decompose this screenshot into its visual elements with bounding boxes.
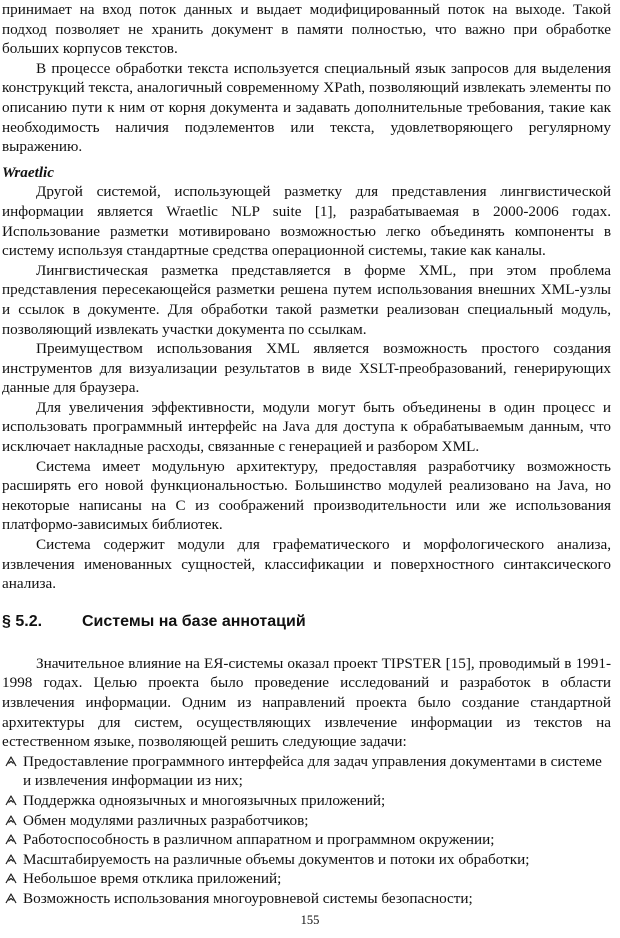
open-triangle-arrow-icon [5, 814, 17, 826]
list-item-text: Обмен модулями различных разработчиков; [23, 811, 309, 829]
list-item [2, 850, 611, 870]
open-triangle-arrow-icon [5, 833, 17, 845]
section-title: Системы на базе аннотаций [82, 612, 306, 630]
list-item-text: Масштабируемость на различные объемы документов и потоки их обработки; [23, 850, 530, 868]
wraetlic-paragraph: Другой системой, использующей разметку для представления лингвистической информации является Wraetlic NLP suite [1], разрабатываемая в 2000-2006 годах. Использование разметки мотивировано возможностью легко объединять компоненты в систему используя стандартные средства операционной системы, такие как каналы. [2, 183, 611, 260]
list-item-text: Возможность использования многоуровневой системы безопасности; [23, 889, 473, 907]
task-list [2, 752, 611, 909]
page-content [2, 0, 611, 909]
list-item-text: Небольшое время отклика приложений; [23, 870, 282, 888]
list-item [2, 889, 611, 909]
wraetlic-paragraph: Лингвистическая разметка представляется в форме XML, при этом проблема представления пересекающейся разметки решена путем использования внешних XML-узлы и ссылок в документе. Для обработки такой разметки реализован специальный модуль, позволяющий извлекать участки документа по ссылкам. [2, 261, 611, 338]
wraetlic-paragraph: Система имеет модульную архитектуру, предоставляя разработчику возможность расширять его новой функциональностью. Большинство модулей реализовано на Java, но некоторые написаны на C из соображений производительности или же использования платформо-зависимых библиотек. [2, 457, 611, 534]
intro-paragraph: принимает на вход поток данных и выдает модифицированный поток на выходе. Такой подход позволяет не хранить документ в памяти полностью, что важно при обработке больших корпусов текстов. [2, 1, 611, 58]
intro-paragraphs [2, 0, 611, 157]
list-item-text: Предоставление программного интерфейса для задач управления документами в системе и извлечения информации из них; [23, 752, 602, 790]
open-triangle-arrow-icon [5, 872, 17, 884]
list-item-text: Работоспособность в различном аппаратном и программном окружении; [23, 831, 495, 849]
wraetlic-paragraph: Преимуществом использования XML является возможность простого создания инструментов для визуализации результатов в виде XSLT-преобразований, генерирующих данные для браузера. [2, 340, 611, 397]
open-triangle-arrow-icon [5, 853, 17, 865]
intro-paragraph: В процессе обработки текста используется специальный язык запросов для выделения конструкций текста, аналогичный современному XPath, позволяющий извлекать элементы по описанию пути к ним от корня документа и задавать дополнительные требования, такие как необходимость наличия подэлементов или текста, удовлетворяющего регулярному выражению. [2, 59, 611, 156]
section-number: § 5.2. [2, 612, 43, 630]
wraetlic-paragraph: Для увеличения эффективности, модули могут быть объединены в один процесс и использовать программный интерфейс на Java для доступа к обрабатываемым данным, что исключает накладные расходы, связанные с генерацией и разбором XML. [2, 398, 611, 456]
list-item [2, 752, 611, 791]
open-triangle-arrow-icon [5, 892, 17, 904]
section-heading [2, 612, 611, 632]
list-item [2, 811, 611, 831]
wraetlic-paragraphs [2, 182, 611, 593]
subheading-wraetlic: Wraetlic [2, 163, 55, 181]
list-item [2, 869, 611, 889]
open-triangle-arrow-icon [5, 755, 17, 767]
list-item [2, 830, 611, 850]
wraetlic-paragraph: Система содержит модули для графематического и морфологического анализа, извлечения именованных сущностей, классификации и поверхностного синтаксического анализа. [2, 536, 611, 593]
list-item-text: Поддержка одноязычных и многоязычных приложений; [23, 791, 386, 809]
page-number: 155 [300, 913, 320, 927]
list-item [2, 791, 611, 811]
section-paragraph: Значительное влияние на ЕЯ-системы оказал проект TIPSTER [15], проводимый в 1991-1998 годах. Целью проекта было проведение исследований и разработок в области извлечения информации. Одним из направлений проекта было создание стандартной архитектуры для систем, осуществляющих извлечение информации из текстов на естественном языке, позволяющей решить следующие задачи: [2, 654, 611, 751]
open-triangle-arrow-icon [5, 794, 17, 806]
